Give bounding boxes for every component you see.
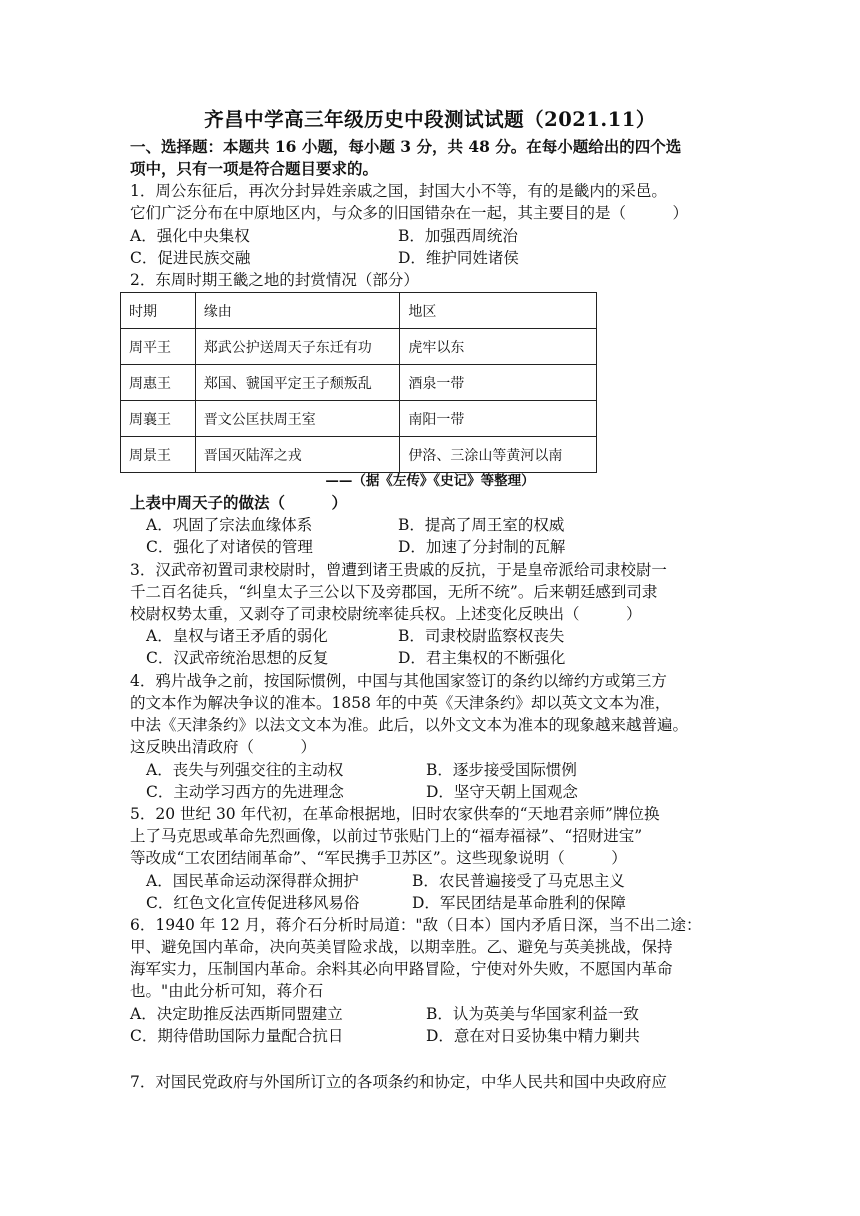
q1-option-b: B．加强西周统治 [398, 227, 518, 245]
q6-option-a: A．决定助推反法西斯同盟建立 [130, 1005, 343, 1023]
table-header-cell: 时期 [121, 293, 196, 329]
table-cell: 郑国、虢国平定王子颓叛乱 [195, 365, 400, 401]
q3-stem-line-3: 校尉权势太重，又剥夺了司隶校尉统率徒兵权。上述变化反映出（ ） [130, 605, 642, 623]
table-cell: 晋文公匡扶周王室 [195, 401, 400, 437]
table-header-row [121, 293, 597, 329]
q4-stem-line-4: 这反映出清政府（ ） [130, 738, 317, 756]
q1-option-d: D．维护同姓诸侯 [398, 249, 519, 267]
table-cell: 晋国灭陆浑之戎 [195, 437, 400, 473]
table-cell: 周襄王 [121, 401, 196, 437]
q4-option-a: A．丧失与列强交往的主动权 [146, 761, 344, 779]
table-header-cell: 缘由 [195, 293, 400, 329]
q7-stem-line-1: 7．对国民党政府与外国所订立的各项条约和协定，中华人民共和国中央政府应 [130, 1073, 667, 1091]
q4-option-d: D．坚守天朝上国观念 [426, 783, 578, 801]
table-cell: 南阳一带 [400, 401, 597, 437]
q6-option-d: D．意在对日妥协集中精力剿共 [426, 1027, 640, 1045]
table-header-cell: 地区 [400, 293, 597, 329]
table-cell: 伊洛、三涂山等黄河以南 [400, 437, 597, 473]
table-cell: 酒泉一带 [400, 365, 597, 401]
q2-stem-line-2: 上表中周天子的做法（ ） [130, 493, 348, 512]
q2-option-b: B．提高了周王室的权威 [398, 516, 565, 534]
q3-option-b: B．司隶校尉监察权丧失 [398, 627, 565, 645]
table-source-note: ——（据《左传》《史记》等整理） [325, 473, 535, 489]
q6-stem-line-1: 6．1940 年 12 月，蒋介石分析时局道："敌（日本）国内矛盾日深，当不出二途： [130, 916, 702, 934]
q2-fief-table [120, 292, 597, 473]
q4-stem-line-1: 4．鸦片战争之前，按国际惯例，中国与其他国家签订的条约以缔约方或第三方 [130, 672, 667, 690]
table-cell: 周平王 [121, 329, 196, 365]
q2-option-c: C．强化了对诸侯的管理 [146, 538, 313, 556]
table-cell: 周惠王 [121, 365, 196, 401]
page-title: 齐昌中学高三年级历史中段测试试题（2021.11） [204, 108, 656, 131]
q1-option-c: C．促进民族交融 [130, 249, 251, 267]
table-row [121, 401, 597, 437]
q4-stem-line-3: 中法《天津条约》以法文文本为准。此后，以外文文本为准本的现象越来越普遍。 [130, 716, 689, 734]
table-row [121, 365, 597, 401]
q3-option-d: D．君主集权的不断强化 [398, 649, 566, 667]
q3-stem-line-1: 3．汉武帝初置司隶校尉时，曾遭到诸王贵戚的反抗，于是皇帝派给司隶校尉一 [130, 561, 667, 579]
q6-option-c: C．期待借助国际力量配合抗日 [130, 1027, 344, 1045]
table-row [121, 437, 597, 473]
q6-stem-line-4: 也。"由此分析可知，蒋介石 [130, 982, 324, 1000]
q1-stem-line-1: 1．周公东征后，再次分封异姓亲戚之国，封国大小不等，有的是畿内的采邑。 [130, 182, 667, 200]
q6-stem-line-2: 甲、避免国内革命，决向英美冒险求战，以期幸胜。乙、避免与英美挑战，保持 [130, 938, 673, 956]
q5-option-a: A．国民革命运动深得群众拥护 [146, 872, 359, 890]
q6-option-b: B．认为英美与华国家利益一致 [426, 1005, 639, 1023]
q5-stem-line-1: 5．20 世纪 30 年代初，在革命根据地，旧时农家供奉的“天地君亲师”牌位换 [130, 805, 660, 823]
table-cell: 虎牢以东 [400, 329, 597, 365]
q3-stem-line-2: 千二百名徒兵，“纠皇太子三公以下及旁郡国，无所不统”。后来朝廷感到司隶 [130, 583, 658, 601]
table-cell: 郑武公护送周天子东迁有功 [195, 329, 400, 365]
q5-option-d: D．军民团结是革命胜利的保障 [412, 894, 626, 912]
q4-option-b: B．逐步接受国际惯例 [426, 761, 577, 779]
q4-stem-line-2: 的文本作为解决争议的准本。1858 年的中英《天津条约》却以英文文本为准， [130, 694, 671, 712]
q1-option-a: A．强化中央集权 [130, 227, 250, 245]
q4-option-c: C．主动学习西方的先进理念 [146, 783, 344, 801]
q2-stem-line-1: 2．东周时期王畿之地的封赏情况（部分） [130, 271, 419, 289]
table-row [121, 329, 597, 365]
section-instructions-line-1: 一、选择题：本题共 16 小题，每小题 3 分，共 48 分。在每小题给出的四个选 [130, 137, 682, 156]
q2-option-d: D．加速了分封制的瓦解 [398, 538, 566, 556]
q6-stem-line-3: 海军实力，压制国内革命。余料其必向甲路冒险，宁使对外失败，不愿国内革命 [130, 960, 673, 978]
q5-option-b: B．农民普遍接受了马克思主义 [412, 872, 625, 890]
q5-stem-line-2: 上了马克思或革命先烈画像，以前过节张贴门上的“福寿福禄”、“招财进宝” [130, 827, 643, 845]
table-cell: 周景王 [121, 437, 196, 473]
q3-option-a: A．皇权与诸王矛盾的弱化 [146, 627, 328, 645]
q5-stem-line-3: 等改成“工农团结闹革命”、“军民携手卫苏区”。这些现象说明（ ） [130, 849, 627, 867]
q3-option-c: C．汉武帝统治思想的反复 [146, 649, 329, 667]
q2-option-a: A．巩固了宗法血缘体系 [146, 516, 313, 534]
section-instructions-line-2: 项中，只有一项是符合题目要求的。 [130, 159, 379, 178]
q1-stem-line-2: 它们广泛分布在中原地区内，与众多的旧国错杂在一起，其主要目的是（ ） [130, 204, 689, 222]
q5-option-c: C．红色文化宣传促进移风易俗 [146, 894, 360, 912]
